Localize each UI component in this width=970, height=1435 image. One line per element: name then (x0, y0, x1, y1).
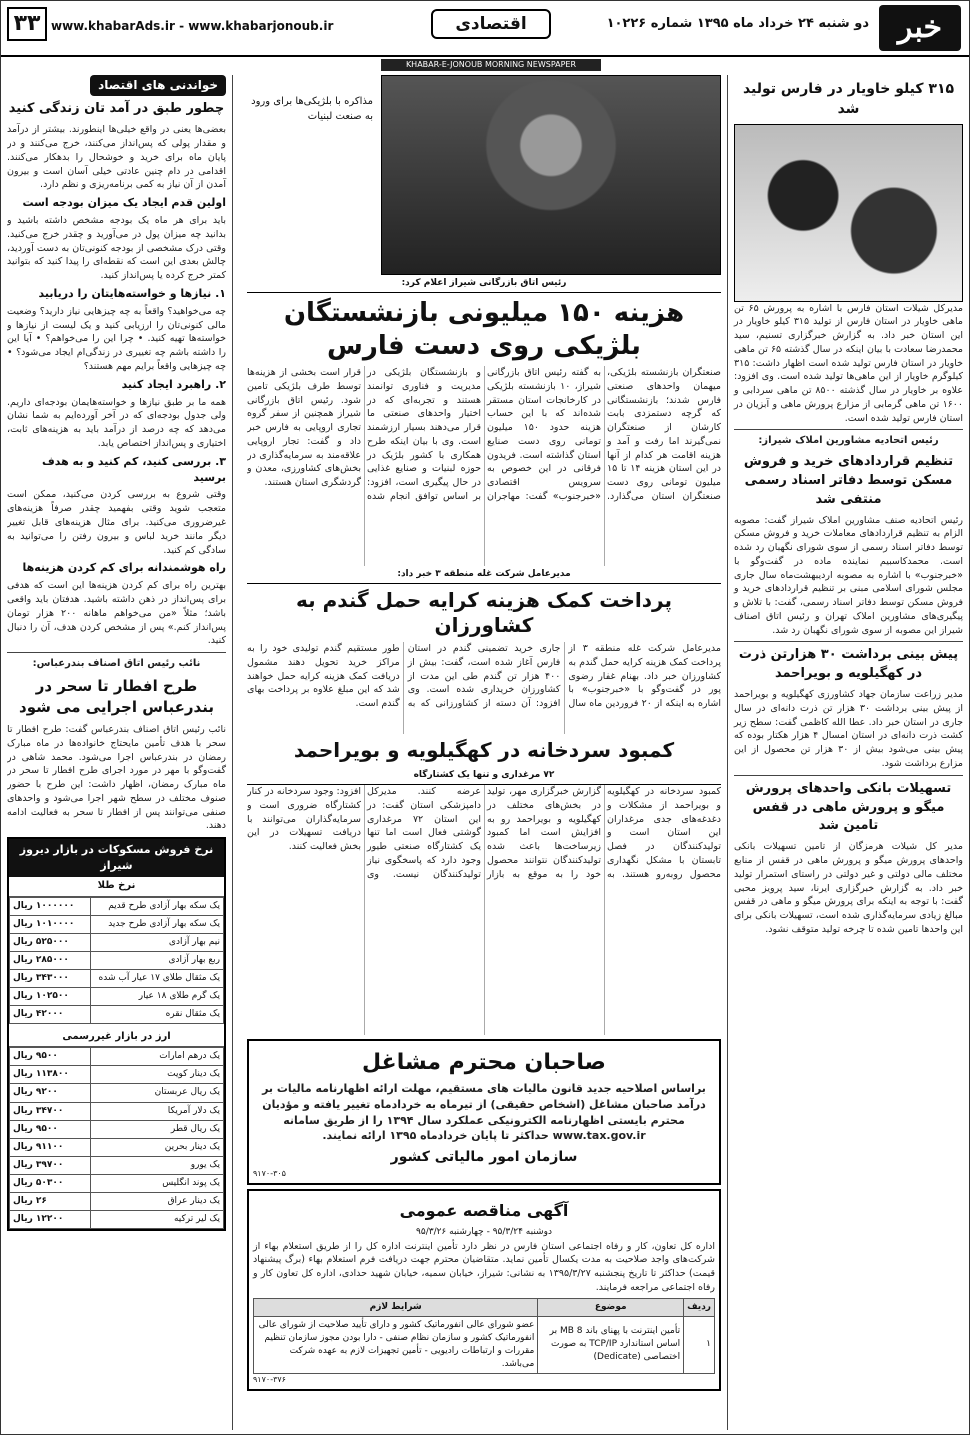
english-strip: KHABAR-E-JONOUB MORNING NEWSPAPER (381, 59, 601, 71)
tender-row (254, 1316, 715, 1373)
divider (734, 641, 963, 642)
tender-title: آگهی مناقصه عمومی (399, 1201, 569, 1221)
caviar-headline: ۳۱۵ کیلو خاویار در فارس تولید شد (742, 81, 955, 118)
tax-ad-code: ۹۱۷۰-۳۰۵ (253, 1168, 286, 1178)
gold-head: نرخ طلا (9, 877, 224, 897)
price-value: ۱۱۳۸۰۰ ریال (10, 1066, 91, 1084)
budget-sub3: ۲. راهبرد ایجاد کنید (121, 377, 226, 391)
budget-p3: همه ما بر طبق نیازها و خواسته‌هایمان بودجه‌ای داریم. ولی جدول بودجه‌ای که در آخر آورده‌ایم به شما نشان می‌دهد که چه درصد از درآمد باید به هزینه‌های ثابت، اختیاری و پس‌انداز اختصاص یابد. (7, 396, 226, 449)
tender-cell: تأمین اینترنت با پهنای باند 8 MB بر اساس استاندارد TCP/IP به صورت اختصاصی (Dedicate) (538, 1316, 684, 1373)
wheat-body: مدیرعامل شرکت غله منطقه ۳ از پرداخت کمک هزینه کرایه حمل گندم به کشاورزان خبر داد. بهنام غفار رضوی پور در گفت‌وگو با «خبرجنوب» با اشاره به اینکه از ۲۰ فروردین ماه سال جاری خرید تضمینی گندم در استان فارس آغاز شده است، گفت: بیش از ۴۰۰ هزار تن گندم طی این مدت از کشاورزان خریداری شده است. وی افزود: آن دسته از کشاورزانی که به طور مستقیم گندم تولیدی خود را به مراکز خرید تحویل دهند مشمول دریافت کمک هزینه کرایه حمل خواهند شد که این مبلغ علاوه بر پرداخت بهای گندم است. (247, 643, 721, 710)
price-value: ۹۵۰۰ ریال (10, 1120, 91, 1138)
tender-dates: دوشنبه ۹۵/۳/۲۴ - چهارشنبه ۹۵/۳/۲۶ (416, 1227, 552, 1238)
price-label: یک مثقال نقره (91, 1005, 224, 1023)
price-row (10, 1005, 224, 1023)
budget-p1: باید برای هر ماه یک بودجه مشخص داشته باشید و بدانید چه میزان پول در می‌آورید و چقدر خرج می‌کنید. وقتی درک مشخصی از بودجه کنونی‌تان به دست آوردید، چالش بعدی این است که نقطه‌ای را پیدا کنید که بتوانید کمتر خرج کرده یا پس‌انداز کنید. (7, 215, 226, 282)
housing-headline: تنظیم قراردادهای خرید و فروش مسکن توسط دفاتر اسناد رسمی منتفی شد (743, 453, 954, 507)
price-value: ۳۴۷۰۰ ریال (10, 1102, 91, 1120)
price-row (10, 1084, 224, 1102)
shrimp-headline: تسهیلات بانکی واحدهای پرورش میگو و پرورش ماهی در قفس تامین شد (745, 780, 952, 834)
right-column (727, 75, 963, 1430)
budget-p2: چه می‌خواهید؟ واقعاً به چه چیزهایی نیاز دارید؟ وضعیت مالی کنونی‌تان را ارزیابی کنید و یک لیست از نیازها و خواسته‌ها تهیه کنید. • چرا این را می‌خواهم؟ • آیا این را داشته باشم چه تغییری در زندگی‌ام ایجاد می‌شود؟ • چه چیزهایی واقعاً برایم مهم هستند؟ (7, 305, 226, 372)
budget-headline: چطور طبق در آمد تان زندگی کنید (8, 101, 225, 117)
price-row (10, 1174, 224, 1192)
price-row (10, 897, 224, 915)
price-value: ۹۱۱۰۰ ریال (10, 1138, 91, 1156)
tender-cell: ۱ (684, 1316, 715, 1373)
coldstorage-body: کمبود سردخانه در کهگیلویه و بویراحمد از مشکلات و دغدغه‌های جدی مرغداران این استان است و تولیدکنندگان در فصل تابستان با مشکل نگهداری محصول روبه‌رو هستند. به گزارش خبرگزاری مهر، تولید در بخش‌های مختلف در کهگیلویه و بویراحمد رو به افزایش است اما کمبود زیرساخت‌ها باعث شده تولیدکنندگان نتوانند محصول خود را به موقع به بازار عرضه کنند. مدیرکل دامپزشکی استان گفت: در این استان ۷۲ مرغداری گوشتی فعال است اما تنها یک کشتارگاه صنعتی طیور وجود دارد که پاسخگوی نیاز تولیدکنندگان نیست. وی افزود: وجود سردخانه در کنار کشتارگاه ضروری است و سرمایه‌گذاران می‌توانند با دریافت تسهیلات در این بخش فعالیت کنند. (247, 786, 721, 880)
budget-sub4: ۳. بررسی کنید، کم کنید و به هدف برسید (41, 454, 226, 484)
price-row (10, 1066, 224, 1084)
coin-table-title: نرخ فروش مسکوکات در بازار دیروز شیراز (9, 839, 224, 877)
tax-ad-body: براساس اصلاحیه جدید قانون مالیات های مستقیم، مهلت ارائه اظهارنامه مالیات بر درآمد صاحبان مشاغل (اشخاص حقیقی) از تیرماه به خردادماه تغییر یافته و مؤدیان محترم بایستی اظهارنامه الکترونیکی عملکرد سال ۱۳۹۴ را از طریق سامانه www.tax.gov.ir حداکثر تا پایان خردادماه ۱۳۹۵ ارائه نمایند. (262, 1081, 706, 1143)
fx-table (9, 1047, 224, 1228)
logo-text: خبر (897, 10, 943, 45)
economy-reads-tag: خواندنی های اقتصاد (90, 75, 226, 96)
main-body-columns (247, 366, 721, 566)
tender-col: شرایط لازم (254, 1298, 538, 1316)
price-label: نیم بهار آزادی (91, 933, 224, 951)
price-value: ۱۰۰۰۰۰۰ ریال (10, 897, 91, 915)
coldstorage-headline: کمبود سردخانه در کهگیلویه و بویراحمد (293, 738, 675, 763)
price-value: ۲۶ ریال (10, 1192, 91, 1210)
price-row (10, 1192, 224, 1210)
iftar-kicker: نائب رئیس اتاق اصناف بندرعباس: (32, 658, 201, 670)
price-row (10, 1120, 224, 1138)
budget-p4: وقتی شروع به بررسی کردن می‌کنید، ممکن است متعجب شوید وقتی بفهمید چقدر صرفاً هزینه‌های غیرضروری می‌کنید. برای مثال هزینه‌های قابل تغییر دیگر مانند خرید لباس و بیرون رفتن را می‌توانید به سادگی کم کنید. (7, 489, 226, 556)
tender-cell: عضو شورای عالی انفورماتیک کشور و دارای تأیید صلاحیت از شورای عالی انفورماتیک کشور و سازمان نظام صنفی - دارا بودن مجوز سازمان تنظیم مقررات و ارتباطات رادیویی - تأمین تجهیزات لازم به عهده شرکت می‌باشد. (254, 1316, 538, 1373)
main-kicker: رئیس اتاق بازرگانی شیراز اعلام کرد: (247, 275, 721, 293)
fx-head: ارز در بازار غیررسمی (9, 1028, 224, 1048)
tender-ad (247, 1189, 721, 1391)
gold-table (9, 897, 224, 1024)
price-label: یک لیر ترکیه (91, 1210, 224, 1228)
price-value: ۵۲۵۰۰۰ ریال (10, 933, 91, 951)
price-label: یک پوند انگلیس (91, 1174, 224, 1192)
price-value: ۱۰۲۵۰۰ ریال (10, 987, 91, 1005)
iftar-body: نائب رئیس اتاق اصناف بندرعباس گفت: طرح افطار تا سحر با هدف تأمین مایحتاج خانواده‌ها در ماه مبارک رمضان در بندرعباس اجرا می‌شود. محمد شاهی در گفت‌وگو با مهر در مورد اجرای طرح افطار تا سحر در ماه مبارک رمضان، اظهار داشت: این طرح با حضور صنوف مختلف در سطح شهر اجرا می‌شود و واحدهای صنفی می‌توانند پس از افطار تا سحر به فعالیت ادامه دهند. (7, 724, 226, 832)
shrimp-body: مدیر کل شیلات هرمزگان از تامین تسهیلات بانکی واحدهای پرورش میگو و پرورش ماهی در قفس از منابع مختلف مالی دولتی و غیر دولتی در راستای استمرار تولید خبر داد. به گزارش خبرگزاری ایرنا، سید پرویز محبی گفت: با توجه به اینکه برای پرورش میگو و ماهی در قفس مبالغ زیادی سرمایه‌گذاری شده است، تسهیلات بانکی برای این واحدها تامین شده تا چرخه تولید متوقف نشود. (734, 841, 963, 935)
tax-ad-org: سازمان امور مالیاتی کشور (390, 1149, 578, 1166)
corn-headline: پیش بینی برداشت ۳۰ هزارتن ذرت در کهگیلویه و بویراحمد (738, 647, 959, 682)
price-label: یک ریال عربستان (91, 1084, 224, 1102)
price-label: یک سکه بهار آزادی طرح جدید (91, 915, 224, 933)
website-urls[interactable]: www.khabarAds.ir - www.khabarjonoub.ir (51, 19, 334, 33)
masthead (1, 1, 969, 57)
budget-intro: بعضی‌ها یعنی در واقع خیلی‌ها اینطورند. بیشتر از درآمد و مقدار پولی که پس‌انداز می‌کنند، خرج می‌کنند و در پایان ماه برای خرید و خوشحال را بدهکار می‌کنند. اقدامی در دام چنین عادتی خیلی آسان است و بیرون آمدن از آن نیاز به کمی برنامه‌ریزی و نظم دارد. (7, 124, 226, 191)
price-label: یک درهم امارات (91, 1048, 224, 1066)
tax-ad-title: صاحبان محترم مشاغل (362, 1050, 606, 1076)
budget-p5: بهترین راه برای کم کردن هزینه‌ها این است که هدفی برای پس‌انداز در ذهن داشته باشید. هدفتان باید واقعی باشد؛ مثلاً «من می‌خواهم ماهانه ۲۰۰ هزار تومان پس‌انداز کنم.» پس از مشخص کردن هدف، آن را دنبال کنید. (7, 580, 227, 647)
page-number: ۳۳ (7, 7, 47, 41)
iftar-headline: طرح افطار تا سحر در بندرعباس اجرایی می شود (19, 676, 214, 717)
housing-body: رئیس اتحادیه صنف مشاورین املاک شیراز گفت: مصوبه الزام به تنظیم قراردادهای معاملات خرید و فروش مسکن توسط دفاتر اسناد رسمی از سوی شورای نگهبان رد شده است. محمدکاسبیم نماینده ماده در گفت‌وگو با «خبرجنوب» با اشاره به مصوبه اردیبهشت‌ماه سال جاری مجلس شورای اسلامی مبنی بر تنظیم قراردادهای خرید و فروش مسکن توسط دفاتر اسناد رسمی، گفت: با تلاش و پیگیری‌های مشاورین املاک تهران و رئیس اتاق اصناف شیراز این مصوبه از سوی شورای نگهبان رد شد. (734, 514, 963, 636)
price-label: یک مثقال طلای ۱۷ عیار آب شده (91, 969, 224, 987)
housing-kicker: رئیس اتحادیه مشاورین املاک شیراز: (758, 435, 939, 447)
price-row (10, 933, 224, 951)
tender-code: ۹۱۷۰-۳۷۶ (253, 1374, 286, 1384)
left-column (7, 75, 233, 1430)
lead-photo-row (247, 75, 721, 275)
price-row (10, 951, 224, 969)
price-row (10, 915, 224, 933)
price-value: ۹۲۰۰ ریال (10, 1084, 91, 1102)
price-label: یک گرم طلای ۱۸ عیار (91, 987, 224, 1005)
price-row (10, 1210, 224, 1228)
wheat-headline: پرداخت کمک هزینه کرایه حمل گندم به کشاورزان (296, 588, 672, 638)
chamber-president-photo (381, 75, 721, 275)
caviar-photo (734, 124, 963, 302)
main-body: صنعتگران بازنشسته بلژیکی، میهمان واحدهای صنعتی فارس شدند؛ بازنشستگانی که گرچه دستمزدی بابت کارشان از صنعتگران نمی‌گیرند اما رفت و آمد و هزینه اقامت هر کدام از آنها در این استان هزینه ۱۴ تا ۱۵ میلیون تومانی روی دست صنعتگران استان می‌گذارد. به گفته رئیس اتاق بازرگانی شیراز، ۱۰ بازنشسته بلژیکی در کارخانجات استان مستقر شده‌اند که با این حساب هزینه حدود ۱۵۰ میلیون تومانی روی دست صنایع استان گذاشته است. فریدون فرقانی در این خصوص به سرویس اقتصادی «خبرجنوب» گفت: مهاجران و بازنشستگان بلژیکی در مدیریت و فناوری توانمند هستند و تجربه‌ای که در اختیار واحدهای صنعتی ما قرار می‌دهند بسیار ارزشمند است. وی با بیان اینکه طرح همکاری با کشور بلژیک در حوزه لبنیات و صنایع غذایی در حال پیگیری است، افزود: بر اساس توافق انجام شده قرار است بخشی از هزینه‌ها توسط طرف بلژیکی تامین شود. رئیس اتاق بازرگانی شیراز همچنین از سفر گروه تجاری اروپایی به فارس خبر داد و گفت: تجار اروپایی علاقه‌مند به سرمایه‌گذاری در بخش‌های کشاورزی، معدن و گردشگری استان هستند. (247, 367, 721, 502)
price-row (10, 1102, 224, 1120)
divider (7, 652, 226, 653)
price-row (10, 1048, 224, 1066)
price-label: ربع بهار آزادی (91, 951, 224, 969)
price-value: ۲۸۵۰۰۰ ریال (10, 951, 91, 969)
price-value: ۴۲۰۰۰ ریال (10, 1005, 91, 1023)
photo-note: مذاکره با بلژیکی‌ها برای ورود به صنعت لبنیات (251, 96, 373, 122)
corn-body: مدیر زراعت سازمان جهاد کشاورزی کهگیلویه و بویراحمد از پیش بینی برداشت ۳۰ هزار تن ذرت دانه‌ای در سال جاری در استان خبر داد. عطا الله کاظمی گفت: سطح زیر کشت ذرت دانه‌ای در استان امسال ۴ هزار هکتار بوده که پیش بینی می‌شود بیش از ۳۰ هزار تن محصول از این مزارع برداشت شود. (734, 689, 963, 769)
tax-ad (247, 1039, 721, 1185)
price-value: ۳۴۳۰۰۰ ریال (10, 969, 91, 987)
price-label: یک دینار بحرین (91, 1138, 224, 1156)
section-title: اقتصادی (431, 9, 551, 39)
divider (734, 775, 963, 776)
price-value: ۱۲۲۰۰ ریال (10, 1210, 91, 1228)
price-value: ۳۹۷۰۰ ریال (10, 1156, 91, 1174)
price-label: یک ریال قطر (91, 1120, 224, 1138)
newspaper-logo (879, 5, 961, 51)
price-value: ۵۰۳۰۰ ریال (10, 1174, 91, 1192)
price-label: یک یورو (91, 1156, 224, 1174)
price-label: یک دینار عراق (91, 1192, 224, 1210)
price-label: یک سکه بهار آزادی طرح قدیم (91, 897, 224, 915)
caviar-body: مدیرکل شیلات استان فارس با اشاره به پرورش ۶۵ تن ماهی خاویار در استان فارس از تولید ۳۱۵ کیلو خاویار در این استان خبر داد. به گزارش خبرگزاری تسنیم، سید محمدرضا سعادت با بیان اینکه در سال گذشته ۶۵ تن ماهی خاویار در استان فارس تولید شده است اظهار داشت: ۳۱۵ کیلوگرم خاویار از این ماهی‌ها تولید شده است. وی افزود: علاوه بر خاویار در سال گذشته ۸۵۰۰ تن ماهی سردابی و ۱۶۰۰ تن ماهی گرمابی از مزارع پرورش ماهی و آبزیان در استان فارس تولید شده است. (734, 302, 963, 424)
wheat-body-columns (247, 642, 721, 734)
price-row (10, 1156, 224, 1174)
budget-sub2: ۱. نیازها و خواسته‌هایتان را دریابید (38, 286, 226, 300)
price-row (10, 969, 224, 987)
price-value: ۹۵۰۰ ریال (10, 1048, 91, 1066)
middle-column (247, 75, 721, 1430)
budget-sub1: اولین قدم ایجاد یک میزان بودجه است (22, 196, 226, 210)
issue-line: دو شنبه ۲۴ خرداد ماه ۱۳۹۵ شماره ۱۰۲۲۶ (606, 16, 869, 31)
tender-body: اداره کل تعاون، کار و رفاه اجتماعی استان فارس در نظر دارد تأمین اینترنت اداره کل را از طریق استعلام بهاء از شرکت‌های واجد صلاحیت به مدت یکسال تأمین نماید. متقاضیان محترم جهت دریافت فرم استعلام بهاء (برگ پیشنهاد قیمت) حداکثر تا تاریخ پنجشنبه ۱۳۹۵/۳/۲۷ به نشانی: شیراز، خیابان سمیه، خیابان شهید حدادی، اداره کل تعاون کار و رفاه اجتماعی مراجعه فرمایند. (253, 1240, 715, 1293)
price-row (10, 1138, 224, 1156)
wheat-kicker: مدیرعامل شرکت غله منطقه ۳ خبر داد: (247, 566, 721, 584)
divider (734, 429, 963, 430)
tender-table (253, 1298, 715, 1374)
coin-price-table (7, 837, 226, 1231)
price-label: یک دینار کویت (91, 1066, 224, 1084)
coldstorage-body-columns (247, 785, 721, 1035)
tender-col: ردیف (684, 1298, 715, 1316)
budget-sub5: راه هوشمندانه برای کم کردن هزینه‌ها (22, 561, 226, 575)
price-row (10, 987, 224, 1005)
tender-col: موضوع (538, 1298, 684, 1316)
main-headline: هزینه ۱۵۰ میلیونی بازنشستگان بلژیکی روی دست فارس (283, 298, 685, 361)
price-value: ۱۰۱۰۰۰۰ ریال (10, 915, 91, 933)
price-label: یک دلار آمریکا (91, 1102, 224, 1120)
tender-table-header (254, 1298, 715, 1316)
coldstorage-kicker: ۷۲ مرغداری و تنها یک کشتارگاه (247, 767, 721, 785)
